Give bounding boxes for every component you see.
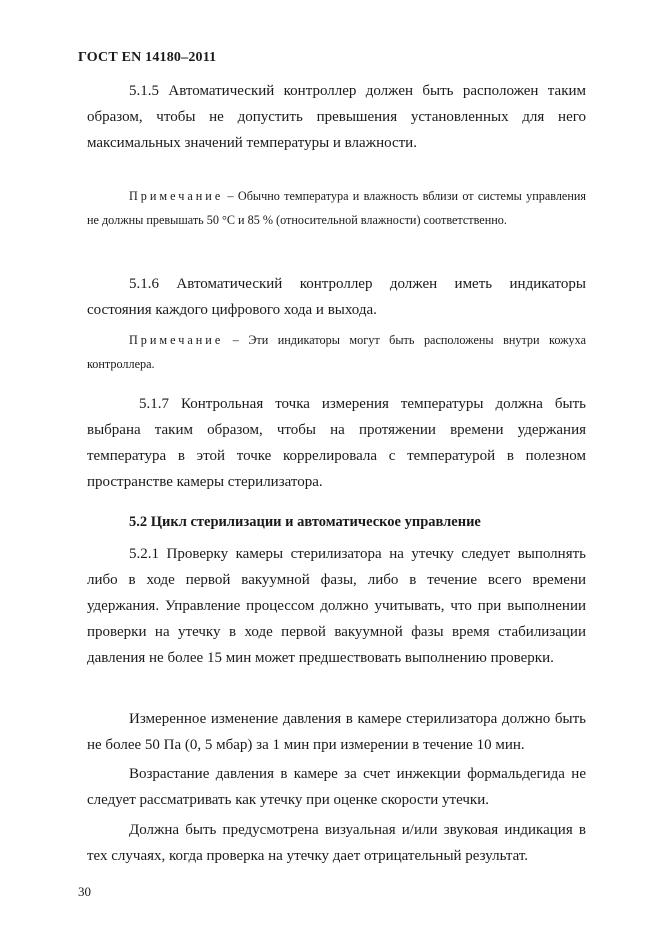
- clause-5-1-7: [87, 391, 586, 495]
- paragraph-5-1-6: 5.1.6 Автоматический контроллер должен иметь индикаторы состояния каждого цифрового хода и выхода.: [87, 276, 586, 318]
- note-2-label: Примечание: [129, 333, 224, 347]
- clause-5-1-5: [87, 78, 586, 156]
- paragraph-5-1-5: 5.1.5 Автоматический контроллер должен быть расположен таким образом, чтобы не допустить превышения установленных для него максимальных значений температуры и влажности.: [87, 83, 586, 151]
- note-2: [87, 328, 586, 376]
- pressure-increase-block: [87, 761, 586, 813]
- clause-5-1-6: [87, 271, 586, 323]
- note-1-text: – Обычно температура и влажность вблизи от системы управления не должны превышать 50 °С и 85 % (относительной влажности) соответственно.: [87, 189, 586, 227]
- paragraph-5-2-1: 5.2.1 Проверку камеры стерилизатора на утечку следует выполнять либо в ходе первой вакуумной фазы, либо в течение всего времени удержания. Управление процессом должно учитывать, что при выполнении проверки на утечку в ходе первой вакуумной фазы время стабилизации давления не более 15 мин может предшествовать выполнению проверки.: [87, 546, 586, 666]
- note-2-text: – Эти индикаторы могут быть расположены внутри кожуха контроллера.: [87, 333, 586, 371]
- indication-block: [87, 817, 586, 869]
- page-number: 30: [78, 884, 91, 899]
- paragraph-pressure-increase: Возрастание давления в камере за счет инжекции формальдегида не следует рассматривать как утечку при оценке скорости утечки.: [87, 766, 586, 808]
- measured-change-block: [87, 706, 586, 758]
- paragraph-5-1-7: 5.1.7 Контрольная точка измерения температуры должна быть выбрана таким образом, чтобы на протяжении времени удержания температура в этой точке коррелировала с температурой в полезном пространстве камеры стерилизатора.: [87, 396, 586, 490]
- paragraph-indication: Должна быть предусмотрена визуальная и/или звуковая индикация в тех случаях, когда проверка на утечку дает отрицательный результат.: [87, 822, 586, 864]
- clause-5-2-1: [87, 541, 586, 671]
- note-1: [87, 184, 586, 232]
- note-1-label: Примечание: [129, 189, 224, 203]
- note-2-paragraph: [87, 328, 586, 376]
- note-1-paragraph: [87, 184, 586, 232]
- paragraph-measured-change: Измеренное изменение давления в камере стерилизатора должно быть не более 50 Па (0, 5 мбар) за 1 мин при измерении в течение 10 мин.: [87, 711, 586, 753]
- document-header: ГОСТ EN 14180–2011: [78, 50, 217, 65]
- section-heading-5-2: 5.2 Цикл стерилизации и автоматическое управление: [129, 514, 481, 530]
